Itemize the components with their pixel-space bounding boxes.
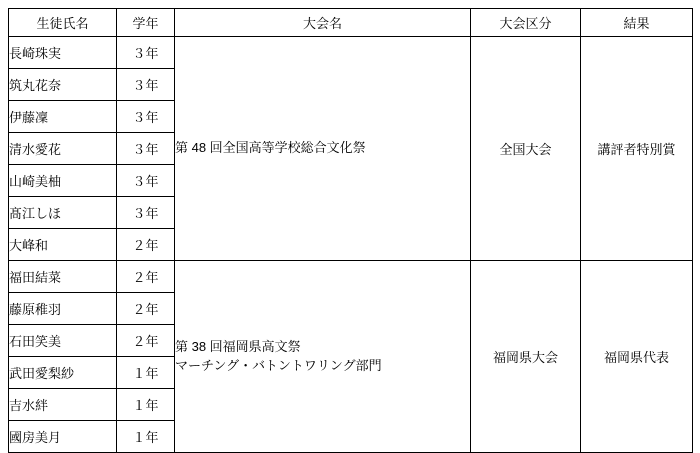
cell-event-name [175,37,471,261]
column-header-event-class: 大会区分 [471,9,581,37]
event-name-line: 第 48 回全国高等学校総合文化祭 [175,140,366,156]
table-header [9,9,693,37]
cell-student-name: 石田笑美 [9,325,117,357]
cell-grade: １年 [117,389,175,421]
cell-event-name [175,261,471,453]
cell-student-name: 伊藤凜 [9,101,117,133]
event-name-subline: マーチング・バトントワリング部門 [175,357,382,373]
column-header-result: 結果 [581,9,693,37]
cell-student-name: 髙江しほ [9,197,117,229]
cell-result: 講評者特別賞 [581,37,693,261]
table-body [9,37,693,453]
cell-student-name: 吉水絆 [9,389,117,421]
cell-grade: ３年 [117,101,175,133]
event-name-line: 第 38 回福岡県高文祭 [175,338,301,354]
cell-grade: １年 [117,357,175,389]
cell-student-name: 筑丸花奈 [9,69,117,101]
cell-grade: ３年 [117,69,175,101]
cell-student-name: 福田結菜 [9,261,117,293]
cell-student-name: 大峰和 [9,229,117,261]
column-header-student-name: 生徒氏名 [9,9,117,37]
cell-student-name: 清水愛花 [9,133,117,165]
competition-results-table [8,8,693,453]
table-row [9,37,693,69]
cell-student-name: 國房美月 [9,421,117,453]
table-row [9,261,693,293]
cell-result: 福岡県代表 [581,261,693,453]
cell-grade: ３年 [117,37,175,69]
cell-grade: ３年 [117,197,175,229]
cell-event-class: 全国大会 [471,37,581,261]
cell-grade: ３年 [117,133,175,165]
cell-grade: ３年 [117,165,175,197]
column-header-event-name: 大会名 [175,9,471,37]
column-header-grade: 学年 [117,9,175,37]
table-header-row [9,9,693,37]
cell-grade: ２年 [117,229,175,261]
cell-student-name: 長崎珠実 [9,37,117,69]
cell-grade: ２年 [117,293,175,325]
cell-grade: ２年 [117,325,175,357]
cell-student-name: 山崎美柚 [9,165,117,197]
cell-student-name: 藤原稚羽 [9,293,117,325]
cell-event-class: 福岡県大会 [471,261,581,453]
cell-grade: １年 [117,421,175,453]
cell-student-name: 武田愛梨紗 [9,357,117,389]
cell-grade: ２年 [117,261,175,293]
